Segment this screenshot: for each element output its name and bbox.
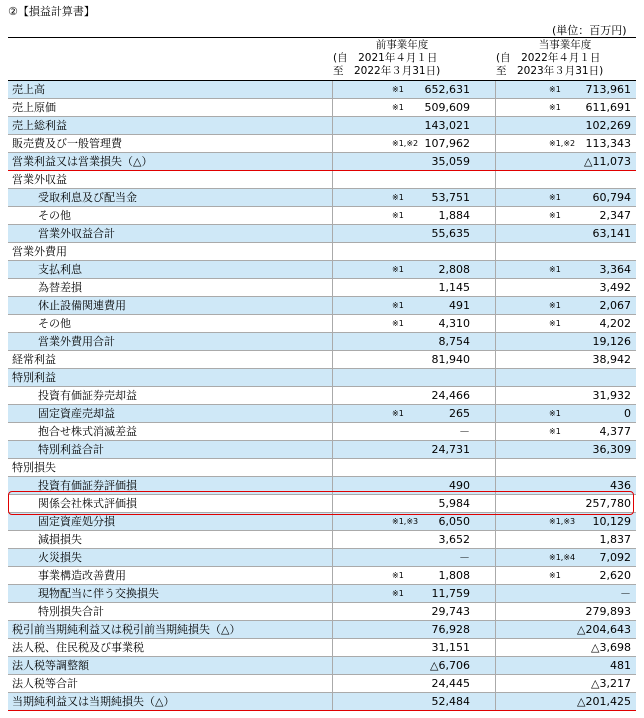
column-separator: [332, 333, 333, 350]
row-label: 売上高: [12, 83, 45, 96]
column-separator: [495, 135, 496, 152]
column-separator: [332, 279, 333, 296]
column-separator: [332, 531, 333, 548]
statement-heading: ②【損益計算書】: [8, 5, 95, 18]
period-end: 至 2023年３月31日): [496, 65, 604, 77]
row-label: 休止設備関連費用: [38, 299, 126, 312]
table-row: [8, 243, 636, 261]
value-current-year: 481: [610, 659, 631, 672]
value-current-year: 436: [610, 479, 631, 492]
value-prior-year: 265: [449, 407, 470, 420]
column-separator: [495, 693, 496, 710]
row-label: 現物配当に伴う交換損失: [38, 587, 159, 600]
row-label: 特別損失: [12, 461, 56, 474]
row-label: 税引前当期純利益又は税引前当期純損失（△）: [12, 623, 241, 636]
value-current-year: 60,794: [592, 191, 631, 204]
note-ref-current: ※1: [549, 193, 561, 202]
table-row: [8, 459, 636, 477]
table-row: [8, 567, 636, 585]
column-separator: [495, 351, 496, 368]
row-label: 特別損失合計: [38, 605, 104, 618]
value-current-year: 1,837: [599, 533, 631, 546]
column-title: 当事業年度: [538, 39, 592, 51]
unit-label: (単位：百万円): [552, 24, 627, 37]
note-ref-prior: ※1: [392, 193, 404, 202]
value-prior-year: 31,151: [431, 641, 470, 654]
row-label: 売上総利益: [12, 119, 67, 132]
note-ref-prior: ※1: [392, 319, 404, 328]
column-separator: [495, 243, 496, 260]
value-prior-year: 4,310: [438, 317, 470, 330]
column-separator: [332, 81, 333, 98]
column-separator: [332, 567, 333, 584]
period-end: 至 2022年３月31日): [333, 65, 441, 77]
value-prior-year: －: [459, 551, 470, 564]
column-separator: [495, 279, 496, 296]
value-prior-year: 35,059: [431, 155, 470, 168]
table-row: [8, 657, 636, 675]
value-current-year: 4,202: [599, 317, 631, 330]
column-header-current-year: [496, 39, 634, 78]
value-current-year: 2,347: [599, 209, 631, 222]
note-ref-current: ※1: [549, 301, 561, 310]
column-separator: [495, 477, 496, 494]
column-separator: [495, 621, 496, 638]
column-title: 前事業年度: [375, 39, 429, 51]
row-label: 事業構造改善費用: [38, 569, 126, 582]
table-row: [8, 333, 636, 351]
row-label: 営業利益又は営業損失（△）: [12, 155, 153, 168]
value-prior-year: 53,751: [431, 191, 470, 204]
column-separator: [495, 261, 496, 278]
row-label: 当期純利益又は当期純損失（△）: [12, 695, 175, 708]
value-prior-year: 24,731: [431, 443, 470, 456]
table-top-rule: [8, 37, 636, 38]
value-current-year: －: [620, 587, 631, 600]
table-row: [8, 441, 636, 459]
column-separator: [332, 315, 333, 332]
note-ref-current: ※1: [549, 85, 561, 94]
value-prior-year: 52,484: [431, 695, 470, 708]
column-separator: [495, 603, 496, 620]
table-row: [8, 117, 636, 135]
value-current-year: △204,643: [577, 623, 631, 636]
column-separator: [495, 225, 496, 242]
column-separator: [332, 297, 333, 314]
note-ref-prior: ※1: [392, 85, 404, 94]
row-label: 固定資産処分損: [38, 515, 115, 528]
column-separator: [495, 171, 496, 188]
row-label: 経常利益: [12, 353, 56, 366]
value-prior-year: 8,754: [438, 335, 470, 348]
row-label: 法人税等合計: [12, 677, 78, 690]
column-separator: [495, 153, 496, 170]
table-row: [8, 621, 636, 639]
table-row: [8, 189, 636, 207]
period-start: (自 2022年４月１日: [496, 52, 601, 64]
value-current-year: 611,691: [585, 101, 631, 114]
table-row: [8, 639, 636, 657]
table-row: [8, 315, 636, 333]
value-current-year: 19,126: [592, 335, 631, 348]
row-label: 営業外収益: [12, 173, 67, 186]
value-current-year: 3,492: [599, 281, 631, 294]
row-label: 投資有価証券評価損: [38, 479, 137, 492]
column-separator: [495, 405, 496, 422]
column-separator: [495, 459, 496, 476]
column-separator: [495, 531, 496, 548]
value-prior-year: 55,635: [431, 227, 470, 240]
table-row: [8, 135, 636, 153]
row-label: 為替差損: [38, 281, 82, 294]
value-current-year: 63,141: [592, 227, 631, 240]
table-row: [8, 207, 636, 225]
column-separator: [495, 549, 496, 566]
column-separator: [495, 675, 496, 692]
value-current-year: 279,893: [585, 605, 631, 618]
column-separator: [332, 459, 333, 476]
value-prior-year: 1,145: [438, 281, 470, 294]
column-separator: [332, 495, 333, 512]
value-prior-year: 3,652: [438, 533, 470, 546]
value-current-year: 713,961: [585, 83, 631, 96]
value-current-year: 38,942: [592, 353, 631, 366]
table-row: [8, 153, 636, 171]
value-current-year: 113,343: [585, 137, 631, 150]
row-label: 営業外費用合計: [38, 335, 115, 348]
note-ref-prior: ※1: [392, 301, 404, 310]
column-separator: [332, 189, 333, 206]
column-separator: [332, 99, 333, 116]
column-separator: [495, 495, 496, 512]
row-label: 法人税等調整額: [12, 659, 89, 672]
table-row: [8, 297, 636, 315]
column-separator: [332, 513, 333, 530]
value-current-year: △3,698: [591, 641, 631, 654]
value-current-year: 2,067: [599, 299, 631, 312]
value-prior-year: 143,021: [424, 119, 470, 132]
column-separator: [332, 261, 333, 278]
value-current-year: 7,092: [599, 551, 631, 564]
column-separator: [495, 585, 496, 602]
column-separator: [495, 441, 496, 458]
column-separator: [332, 117, 333, 134]
value-current-year: 36,309: [592, 443, 631, 456]
note-ref-prior: ※1: [392, 103, 404, 112]
value-current-year: 102,269: [585, 119, 631, 132]
table-row: [8, 405, 636, 423]
table-row: [8, 531, 636, 549]
period-start: (自 2021年４月１日: [333, 52, 438, 64]
row-label: 特別利益合計: [38, 443, 104, 456]
table-row: [8, 369, 636, 387]
column-separator: [332, 639, 333, 656]
column-separator: [332, 171, 333, 188]
value-current-year: 3,364: [599, 263, 631, 276]
value-prior-year: 490: [449, 479, 470, 492]
value-current-year: 10,129: [592, 515, 631, 528]
income-statement-table: [8, 81, 636, 711]
note-ref-current: ※1: [549, 103, 561, 112]
note-ref-prior: ※1: [392, 571, 404, 580]
note-ref-current: ※1: [549, 571, 561, 580]
value-current-year: △11,073: [584, 155, 631, 168]
table-row: [8, 495, 636, 513]
note-ref-current: ※1: [549, 211, 561, 220]
row-label: 販売費及び一般管理費: [12, 137, 122, 150]
column-separator: [332, 603, 333, 620]
column-separator: [495, 81, 496, 98]
column-header-prior-year: [333, 39, 471, 78]
value-current-year: 257,780: [585, 497, 631, 510]
row-label: 営業外費用: [12, 245, 67, 258]
value-prior-year: 1,808: [438, 569, 470, 582]
note-ref-prior: ※1: [392, 211, 404, 220]
column-separator: [332, 387, 333, 404]
table-row: [8, 675, 636, 693]
table-row: [8, 351, 636, 369]
column-separator: [332, 243, 333, 260]
column-separator: [495, 387, 496, 404]
note-ref-prior: ※1: [392, 265, 404, 274]
value-prior-year: 24,445: [431, 677, 470, 690]
row-label: 火災損失: [38, 551, 82, 564]
value-current-year: 2,620: [599, 569, 631, 582]
column-separator: [495, 315, 496, 332]
column-separator: [332, 405, 333, 422]
column-separator: [495, 189, 496, 206]
column-separator: [495, 369, 496, 386]
table-row: [8, 81, 636, 99]
column-separator: [332, 585, 333, 602]
value-prior-year: 6,050: [438, 515, 470, 528]
value-prior-year: 24,466: [431, 389, 470, 402]
value-prior-year: 107,962: [424, 137, 470, 150]
note-ref-current: ※1,※4: [549, 553, 576, 562]
row-label: 関係会社株式評価損: [38, 497, 137, 510]
value-prior-year: 76,928: [431, 623, 470, 636]
row-label: 法人税、住民税及び事業税: [12, 641, 144, 654]
table-row: [8, 513, 636, 531]
value-prior-year: 11,759: [431, 587, 470, 600]
table-row: [8, 603, 636, 621]
row-label: 支払利息: [38, 263, 82, 276]
column-separator: [332, 351, 333, 368]
column-separator: [495, 423, 496, 440]
note-ref-prior: ※1: [392, 589, 404, 598]
value-current-year: △3,217: [591, 677, 631, 690]
column-separator: [495, 333, 496, 350]
column-separator: [332, 693, 333, 710]
row-label: 受取利息及び配当金: [38, 191, 137, 204]
column-separator: [332, 549, 333, 566]
table-row: [8, 693, 636, 711]
table-row: [8, 423, 636, 441]
column-separator: [332, 477, 333, 494]
row-label: 特別利益: [12, 371, 56, 384]
value-current-year: 31,932: [592, 389, 631, 402]
row-label: 投資有価証券売却益: [38, 389, 137, 402]
row-label: 固定資産売却益: [38, 407, 115, 420]
value-prior-year: △6,706: [430, 659, 470, 672]
column-separator: [332, 621, 333, 638]
value-prior-year: 509,609: [424, 101, 470, 114]
value-prior-year: 652,631: [424, 83, 470, 96]
column-separator: [332, 657, 333, 674]
row-label: 抱合せ株式消滅差益: [38, 425, 137, 438]
row-label: 減損損失: [38, 533, 82, 546]
column-separator: [332, 423, 333, 440]
value-prior-year: －: [459, 425, 470, 438]
column-separator: [332, 675, 333, 692]
note-ref-current: ※1,※3: [549, 517, 576, 526]
table-row: [8, 279, 636, 297]
table-row: [8, 387, 636, 405]
value-current-year: 4,377: [599, 425, 631, 438]
table-row: [8, 99, 636, 117]
value-prior-year: 81,940: [431, 353, 470, 366]
row-label: その他: [38, 317, 71, 330]
note-ref-current: ※1: [549, 319, 561, 328]
note-ref-prior: ※1,※2: [392, 139, 419, 148]
column-separator: [495, 99, 496, 116]
table-row: [8, 225, 636, 243]
value-prior-year: 5,984: [438, 497, 470, 510]
column-separator: [495, 639, 496, 656]
column-separator: [495, 567, 496, 584]
value-current-year: △201,425: [577, 695, 631, 708]
column-separator: [332, 207, 333, 224]
value-prior-year: 1,884: [438, 209, 470, 222]
column-separator: [495, 513, 496, 530]
value-prior-year: 2,808: [438, 263, 470, 276]
row-label: その他: [38, 209, 71, 222]
value-current-year: 0: [624, 407, 631, 420]
value-prior-year: 491: [449, 299, 470, 312]
row-label: 営業外収益合計: [38, 227, 115, 240]
table-row: [8, 171, 636, 189]
row-label: 売上原価: [12, 101, 56, 114]
column-separator: [332, 225, 333, 242]
table-row: [8, 477, 636, 495]
note-ref-current: ※1: [549, 265, 561, 274]
note-ref-prior: ※1,※3: [392, 517, 419, 526]
column-separator: [332, 441, 333, 458]
value-prior-year: 29,743: [431, 605, 470, 618]
column-separator: [332, 153, 333, 170]
table-row: [8, 549, 636, 567]
table-row: [8, 585, 636, 603]
table-row: [8, 261, 636, 279]
note-ref-current: ※1,※2: [549, 139, 576, 148]
column-separator: [495, 117, 496, 134]
note-ref-current: ※1: [549, 427, 561, 436]
column-separator: [495, 657, 496, 674]
note-ref-prior: ※1: [392, 409, 404, 418]
column-separator: [332, 369, 333, 386]
column-separator: [495, 297, 496, 314]
column-separator: [495, 207, 496, 224]
note-ref-current: ※1: [549, 409, 561, 418]
column-separator: [332, 135, 333, 152]
